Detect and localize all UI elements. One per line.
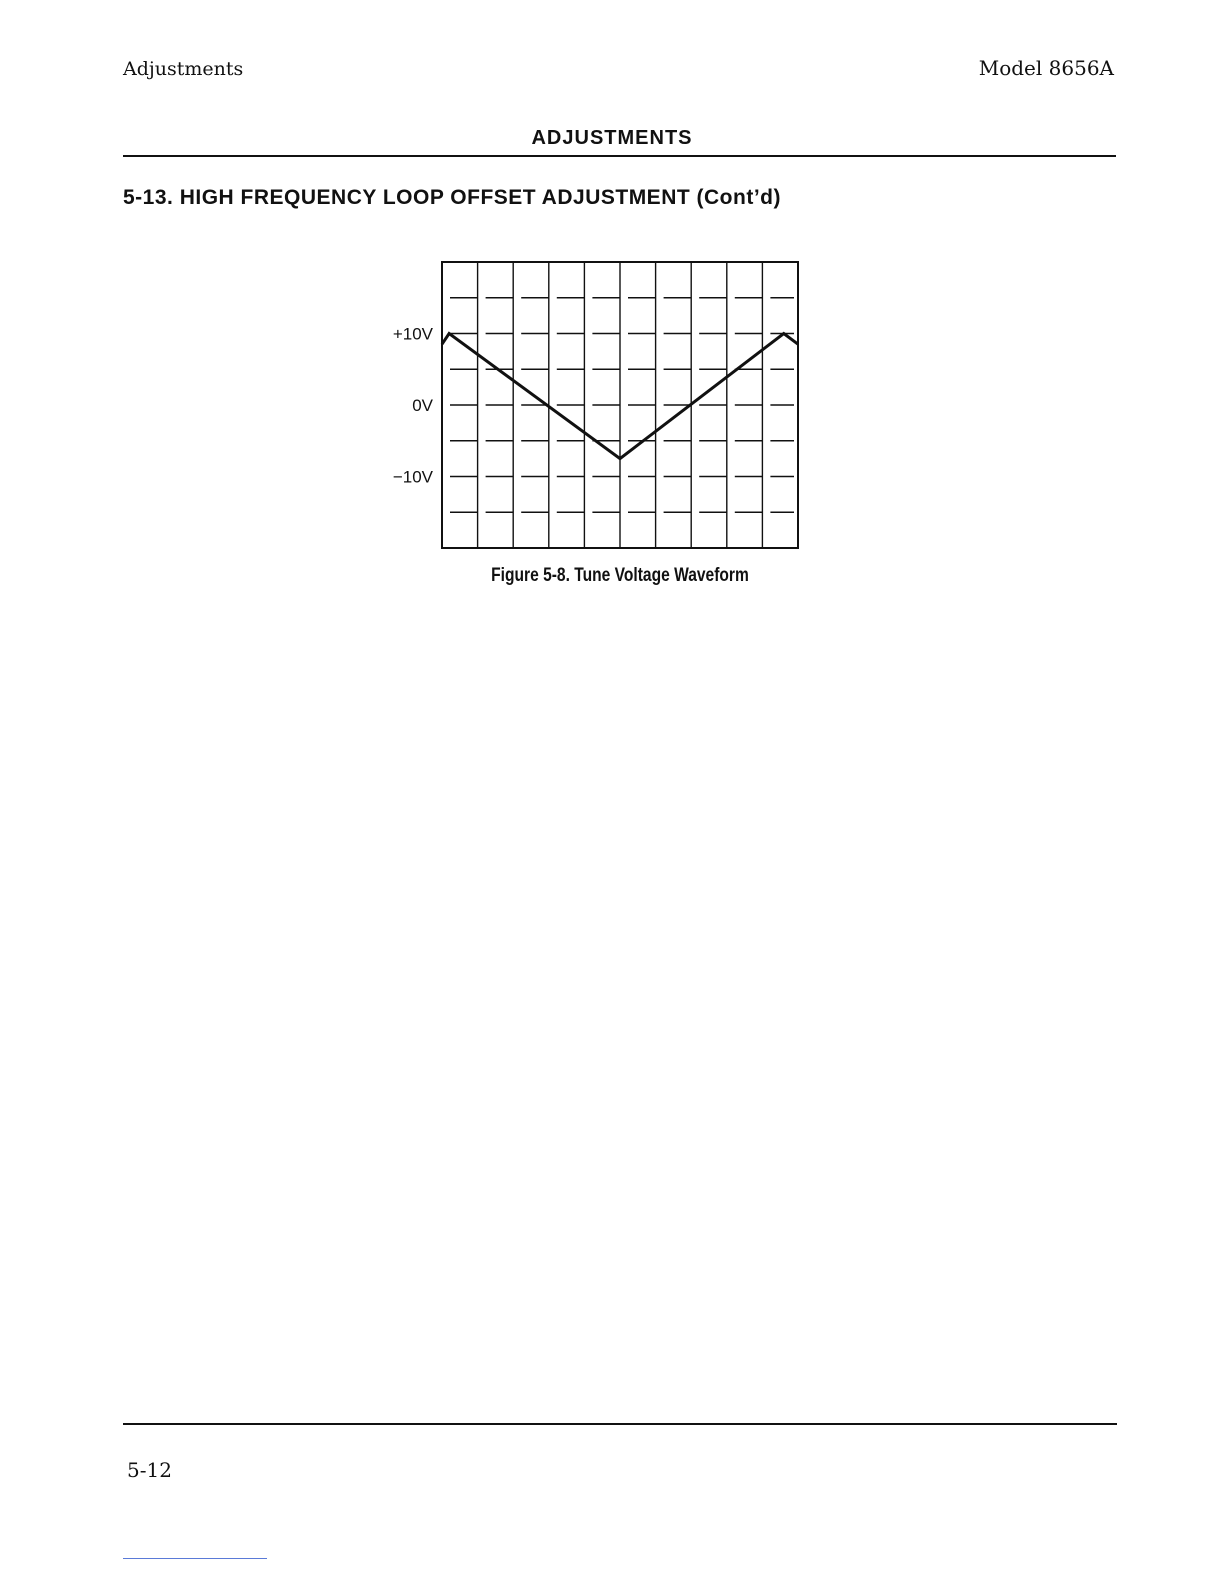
- y-tick-label: −10V: [392, 467, 433, 487]
- y-tick-label: +10V: [392, 324, 433, 344]
- section-title: ADJUSTMENTS: [531, 127, 693, 149]
- tune-voltage-chart: [380, 250, 820, 560]
- y-tick-label: 0V: [412, 396, 433, 415]
- figure-caption: Figure 5-8. Tune Voltage Waveform: [491, 565, 749, 586]
- page-number: 5-12: [127, 1458, 172, 1482]
- chart-tick-labels: [393, 325, 434, 487]
- link-underline: [123, 1558, 267, 1559]
- footer-rule: [123, 1423, 1117, 1425]
- chart-grid: [442, 262, 798, 548]
- running-header-left: Adjustments: [123, 58, 244, 80]
- running-header-right: Model 8656A: [978, 56, 1114, 80]
- header-rule: [123, 155, 1116, 157]
- subsection-title: 5-13. HIGH FREQUENCY LOOP OFFSET ADJUSTMENT (Cont’d): [123, 186, 781, 209]
